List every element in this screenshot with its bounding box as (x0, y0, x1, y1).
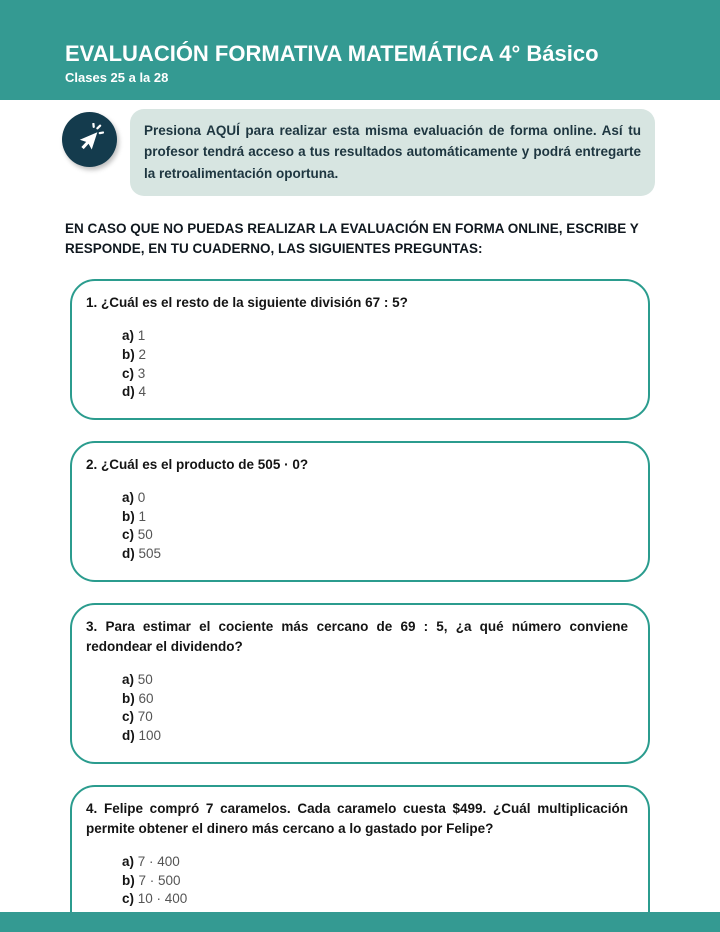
question-box-3 (70, 603, 650, 764)
online-banner-text: Presiona AQUÍ para realizar esta misma evaluación de forma online. Así tu profesor tendrá acceso a tus resultados automáticamente y podrá entregarte la retroalimentación oportuna. (144, 123, 641, 181)
option-d: d) 505 (122, 545, 162, 561)
option-b: b) 1 (122, 508, 147, 524)
instructions-text: EN CASO QUE NO PUEDAS REALIZAR LA EVALUACIÓN EN FORMA ONLINE, ESCRIBE Y RESPONDE, EN TU CUADERNO, LAS SIGUIENTES PREGUNTAS: (65, 220, 639, 256)
question-text: 2. ¿Cuál es el producto de 505 · 0? (86, 456, 309, 472)
question-number: 2. (86, 456, 98, 472)
option-c: c) 70 (122, 709, 153, 725)
question-box-2 (70, 441, 650, 582)
question-text: 3. Para estimar el cociente más cercano de 69 : 5, ¿a qué número conviene redondear el dividendo? (86, 618, 628, 654)
option-c: c) 10 · 400 (122, 891, 188, 907)
page-title: EVALUACIÓN FORMATIVA MATEMÁTICA 4° Básico (65, 41, 599, 66)
page-subtitle: Clases 25 a la 28 (65, 70, 169, 85)
option-a: a) 50 (122, 672, 153, 688)
option-c: c) 50 (122, 527, 153, 543)
option-d: d) 100 (122, 727, 162, 743)
click-cursor-icon[interactable] (62, 112, 117, 167)
question-text: 1. ¿Cuál es el resto de la siguiente división 67 : 5? (86, 295, 408, 311)
online-banner (62, 109, 655, 196)
option-a: a) 1 (122, 328, 146, 344)
question-number: 4. (86, 800, 98, 816)
options-list (122, 671, 628, 746)
option-b: b) 60 (122, 690, 154, 706)
option-c: c) 3 (122, 365, 146, 381)
question-text: 4. Felipe compró 7 caramelos. Cada caramelo cuesta $499. ¿Cuál multiplicación permite obtener el dinero más cercano a lo gastado por Felipe? (86, 800, 628, 836)
bottom-bar (0, 912, 720, 932)
online-banner-box[interactable] (130, 109, 655, 196)
questions-list (0, 279, 720, 932)
option-a: a) 7 · 400 (122, 854, 180, 870)
option-b: b) 2 (122, 346, 147, 362)
question-box-4 (70, 785, 650, 932)
question-number: 3. (86, 618, 98, 634)
option-a: a) 0 (122, 490, 146, 506)
option-b: b) 7 · 500 (122, 872, 181, 888)
header (0, 0, 720, 100)
option-d: d) 4 (122, 384, 147, 400)
options-list (122, 327, 628, 402)
cursor-glyph (73, 123, 107, 157)
options-list (122, 489, 628, 564)
question-number: 1. (86, 295, 98, 311)
question-box-1 (70, 279, 650, 420)
